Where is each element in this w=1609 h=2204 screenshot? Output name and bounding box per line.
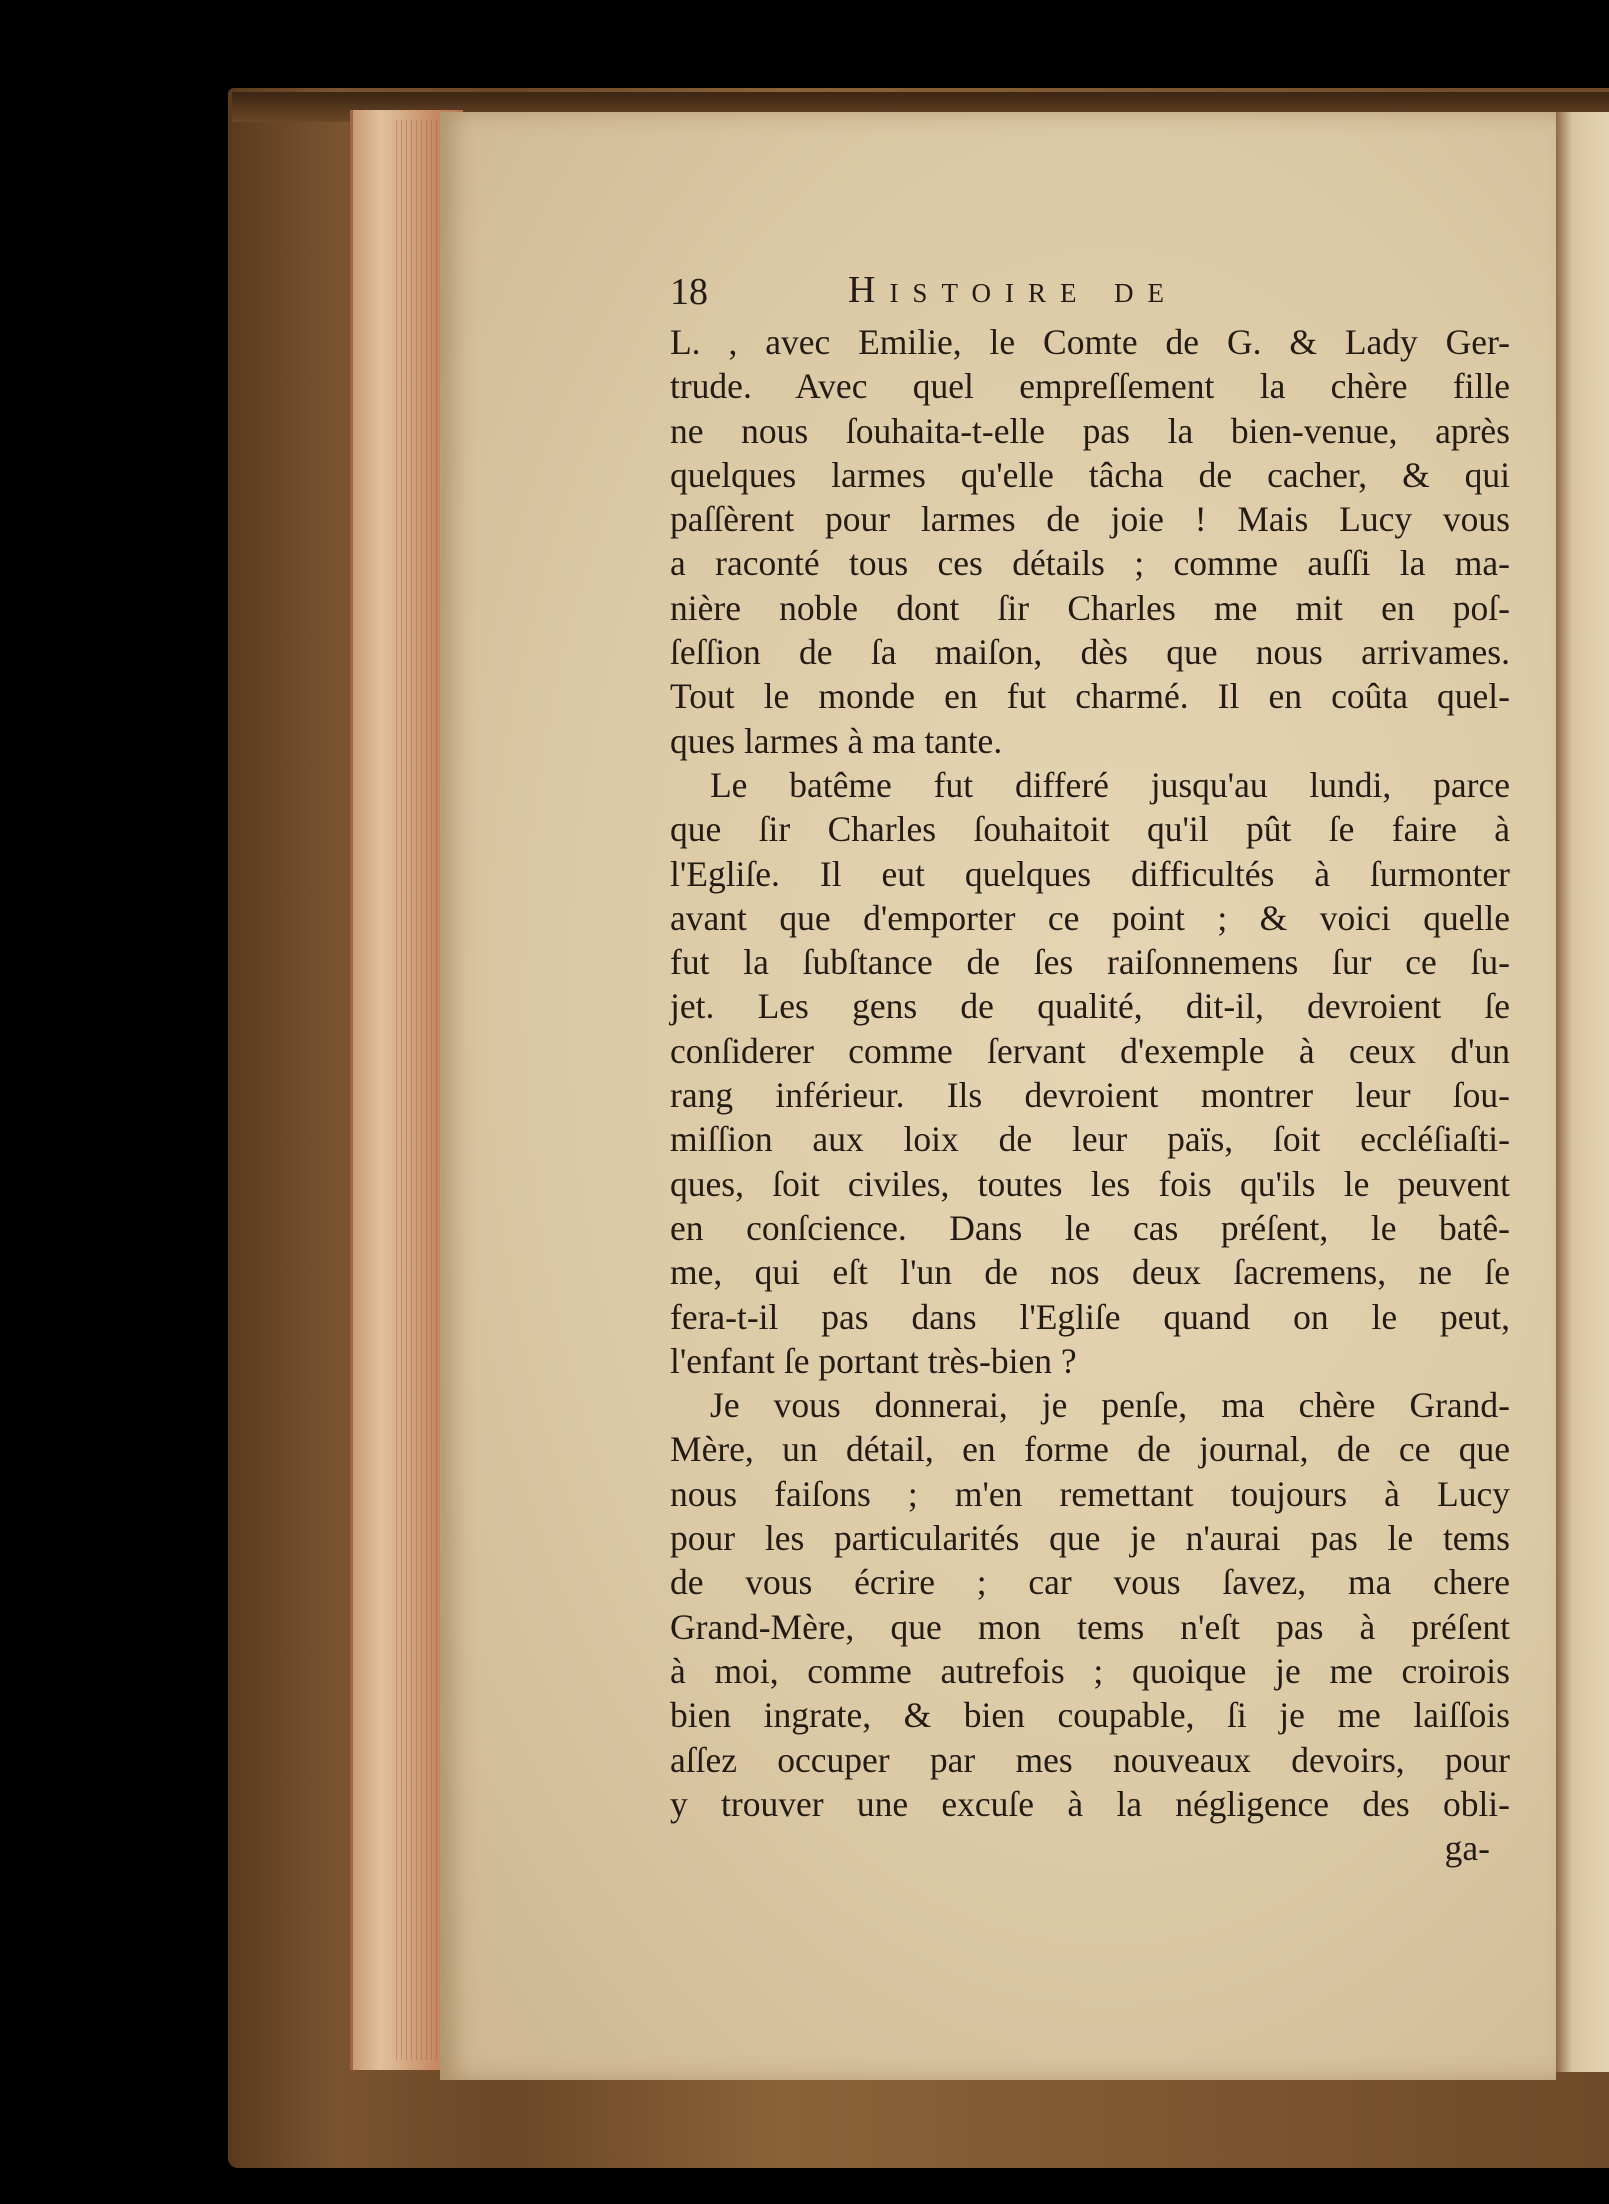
text-line: avant que d'emporter ce point ; & voici quelle	[670, 897, 1510, 938]
text-line: ſeſſion de ſa maiſon, dès que nous arrivames.	[670, 632, 1510, 673]
text-line: me, qui eſt l'un de nos deux ſacremens, ne ſe	[670, 1252, 1510, 1293]
text-line: ques, ſoit civiles, toutes les fois qu'ils le peuvent	[670, 1163, 1510, 1204]
text-line: a raconté tous ces détails ; comme auſſi la ma-	[670, 543, 1510, 584]
text-line: trude. Avec quel empreſſement la chère fille	[670, 366, 1510, 407]
text-line: en conſcience. Dans le cas préſent, le batê-	[670, 1207, 1510, 1248]
text-line: Le batême fut differé jusqu'au lundi, parce	[710, 764, 1510, 805]
text-line: Grand-Mère, que mon tems n'eſt pas à préſent	[670, 1606, 1510, 1647]
paragraph-2	[670, 763, 1510, 1383]
text-line: Mère, un détail, en forme de journal, de ce que	[670, 1429, 1510, 1470]
text-line: miſſion aux loix de leur païs, ſoit eccléſiaſti-	[670, 1119, 1510, 1160]
text-line: Je vous donnerai, je penſe, ma chère Grand-	[710, 1385, 1510, 1426]
text-line: L. , avec Emilie, le Comte de G. & Lady Ger-	[670, 322, 1510, 362]
page-text	[670, 268, 1510, 1870]
paragraph-1	[670, 320, 1510, 763]
text-line: rang inférieur. Ils devroient montrer leur ſou-	[670, 1075, 1510, 1116]
text-line: fera-t-il pas dans l'Egliſe quand on le peut,	[670, 1296, 1510, 1337]
paragraph-3	[670, 1383, 1510, 1826]
page-number: 18	[670, 271, 708, 313]
text-line: fut la ſubſtance de ſes raiſonnemens ſur ce ſu-	[670, 942, 1510, 983]
running-title: Histoire de	[848, 269, 1178, 311]
text-line: jet. Les gens de qualité, dit-il, devroient ſe	[670, 986, 1510, 1027]
text-line: l'enfant ſe portant très-bien ?	[670, 1340, 1077, 1381]
catchword: ga-	[1444, 1828, 1490, 1869]
text-line: conſiderer comme ſervant d'exemple à ceux d'un	[670, 1030, 1510, 1071]
text-line: de vous écrire ; car vous ſavez, ma chere	[670, 1562, 1510, 1603]
text-line: nière noble dont ſir Charles me mit en poſ-	[670, 587, 1510, 628]
opposite-page-edge	[1556, 112, 1609, 2072]
text-line: ne nous ſouhaita-t-elle pas la bien-venue, après	[670, 410, 1510, 451]
text-line: quelques larmes qu'elle tâcha de cacher, & qui	[670, 454, 1510, 495]
text-line: l'Egliſe. Il eut quelques difficultés à ſurmonter	[670, 853, 1510, 894]
text-line: que ſir Charles ſouhaitoit qu'il pût ſe faire à	[670, 809, 1510, 850]
text-line: ques larmes à ma tante.	[670, 720, 1003, 761]
text-line: à moi, comme autrefois ; quoique je me croirois	[670, 1650, 1510, 1691]
page-header	[670, 268, 1510, 320]
text-line: pour les particularités que je n'aurai pas le tems	[670, 1518, 1510, 1559]
text-line: y trouver une excuſe à la négligence des obli-	[670, 1783, 1510, 1824]
text-line: bien ingrate, & bien coupable, ſi je me laiſſois	[670, 1695, 1510, 1736]
text-line: paſſèrent pour larmes de joie ! Mais Lucy vous	[670, 499, 1510, 540]
text-line: aſſez occuper par mes nouveaux devoirs, pour	[670, 1739, 1510, 1780]
text-line: nous faiſons ; m'en remettant toujours à Lucy	[670, 1473, 1510, 1514]
text-line: Tout le monde en fut charmé. Il en coûta quel-	[670, 676, 1510, 717]
